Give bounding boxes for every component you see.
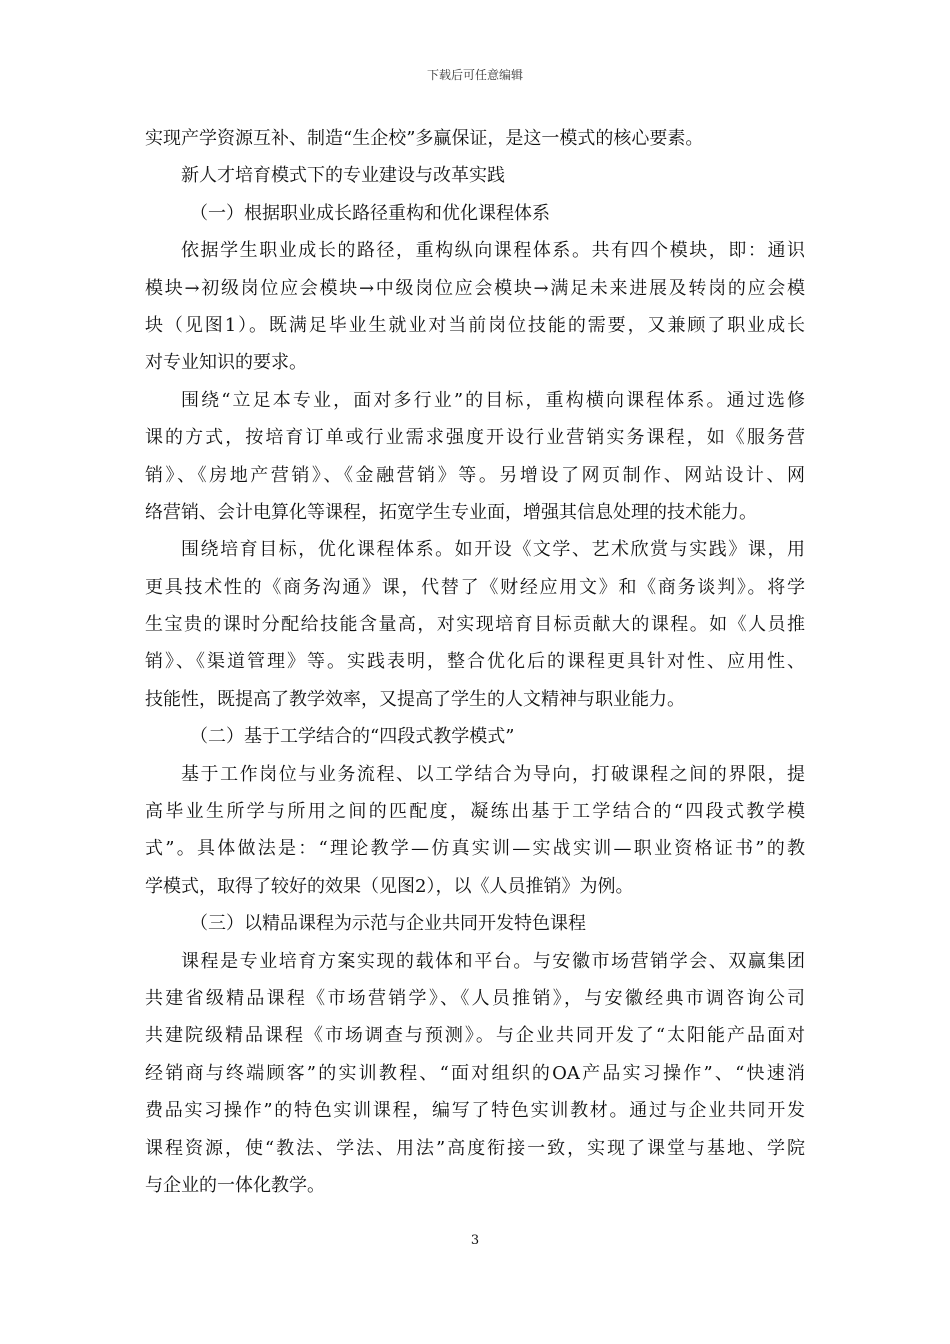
text-line: （一）根据职业成长路径重构和优化课程体系 xyxy=(190,202,550,224)
text-line: 生宝贵的课时分配给技能含量高，对实现培育目标贡献大的课程。如《人员推 xyxy=(145,614,805,636)
text-line: 更具技术性的《商务沟通》课，代替了《财经应用文》和《商务谈判》。将学 xyxy=(145,576,805,598)
text-line: 费品实习操作”的特色实训课程，编写了特色实训教材。通过与企业共同开发 xyxy=(145,1100,805,1122)
text-line: （三）以精品课程为示范与企业共同开发特色课程 xyxy=(190,913,586,935)
text-line: 销》、《房地产营销》、《金融营销》等。另增设了网页制作、网站设计、网 xyxy=(145,464,805,486)
text-line: （二）基于工学结合的“四段式教学模式” xyxy=(190,726,515,748)
text-line: 基于工作岗位与业务流程、以工学结合为导向，打破课程之间的界限，提 xyxy=(181,763,805,785)
text-line: 共建省级精品课程《市场营销学》、《人员推销》，与安徽经典市调咨询公司 xyxy=(145,987,805,1009)
text-line: 与企业的一体化教学。 xyxy=(145,1174,325,1196)
page-number: 3 xyxy=(470,1233,480,1248)
text-line: 高毕业生所学与所用之间的匹配度，凝练出基于工学结合的“四段式教学模 xyxy=(145,801,805,823)
text-line: 技能性，既提高了教学效率，又提高了学生的人文精神与职业能力。 xyxy=(145,688,685,710)
text-line: 围绕“立足本专业，面对多行业”的目标，重构横向课程体系。通过选修 xyxy=(181,389,805,411)
text-line: 新人才培育模式下的专业建设与改革实践 xyxy=(181,165,505,187)
text-line: 共建院级精品课程《市场调查与预测》。与企业共同开发了“太阳能产品面对 xyxy=(145,1025,805,1047)
text-line: 销》、《渠道管理》等。实践表明，整合优化后的课程更具针对性、应用性、 xyxy=(145,651,805,673)
text-line: 课的方式，按培育订单或行业需求强度开设行业营销实务课程，如《服务营 xyxy=(145,427,805,449)
text-line: 块（见图1）。既满足毕业生就业对当前岗位技能的需要，又兼顾了职业成长 xyxy=(145,314,805,336)
text-line: 实现产学资源互补、制造“生企校”多赢保证，是这一模式的核心要素。 xyxy=(145,128,704,149)
text-line: 课程资源，使“教法、学法、用法”高度衔接一致，实现了课堂与基地、学院 xyxy=(145,1137,805,1159)
text-line: 对专业知识的要求。 xyxy=(145,352,307,374)
text-line: 模块→初级岗位应会模块→中级岗位应会模块→满足未来进展及转岗的应会模 xyxy=(145,277,805,299)
text-line: 络营销、会计电算化等课程，拓宽学生专业面，增强其信息处理的技术能力。 xyxy=(145,501,757,523)
text-line: 依据学生职业成长的路径，重构纵向课程体系。共有四个模块，即：通识 xyxy=(181,240,805,262)
text-line: 式”。具体做法是：“理论教学—仿真实训—实战实训—职业资格证书”的教 xyxy=(145,838,805,860)
text-line: 围绕培育目标，优化课程体系。如开设《文学、艺术欣赏与实践》课，用 xyxy=(181,539,805,561)
document-body xyxy=(145,120,805,1204)
text-line: 学模式，取得了较好的效果（见图2），以《人员推销》为例。 xyxy=(145,875,634,897)
text-line: 课程是专业培育方案实现的载体和平台。与安徽市场营销学会、双赢集团 xyxy=(181,950,805,972)
page-header: 下载后可任意编辑 xyxy=(426,68,523,82)
text-line: 经销商与终端顾客”的实训教程、“面对组织的OA产品实习操作”、“快速消 xyxy=(145,1062,805,1084)
